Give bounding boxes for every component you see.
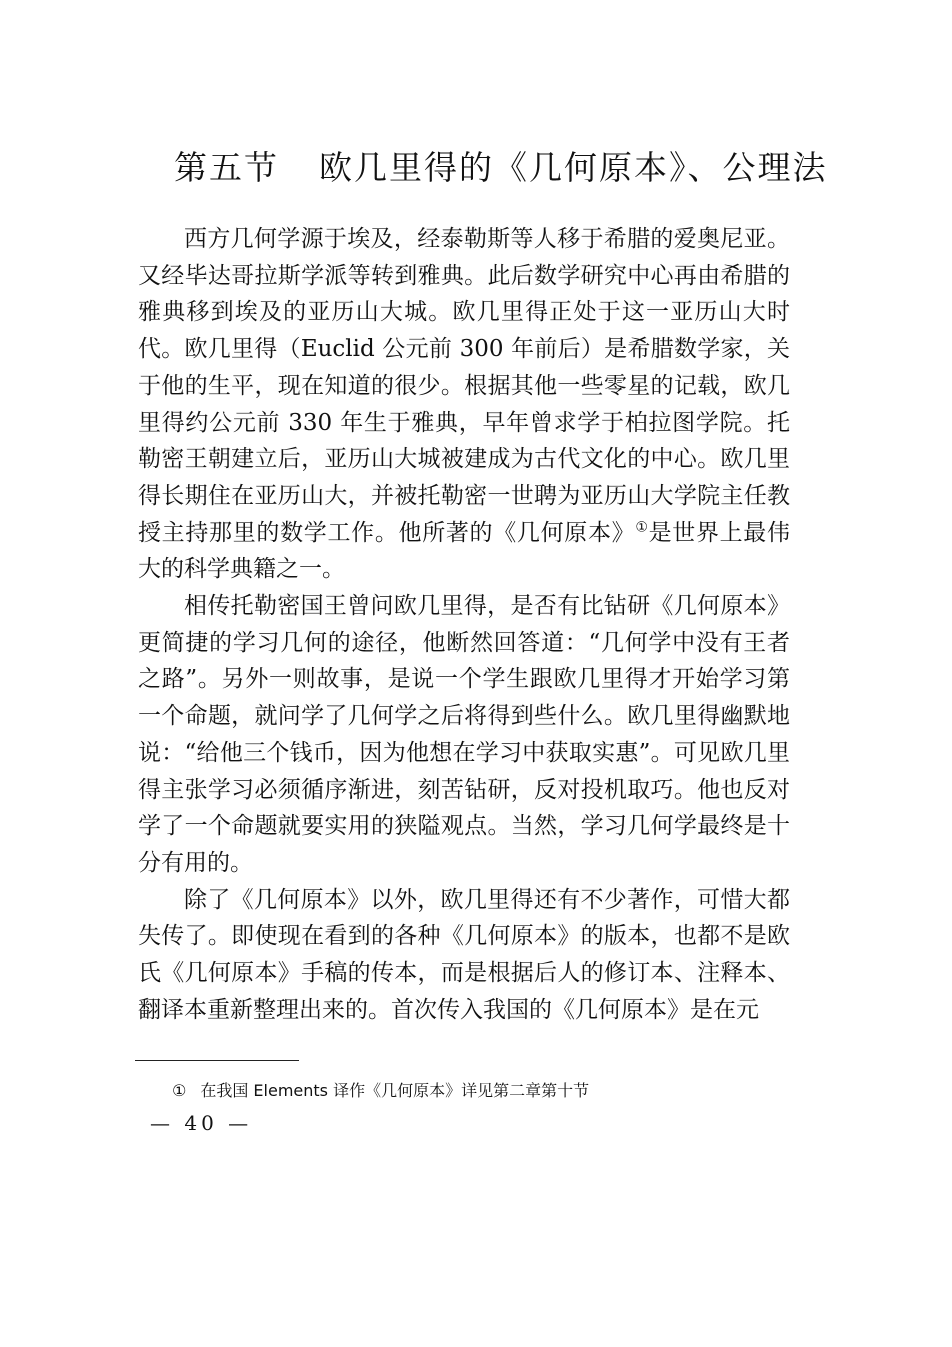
paragraph-3: 除了《几何原本》以外，欧几里得还有不少著作，可惜大都失传了。即使现在看到的各种《几何原本》的版本，也都不是欧氏《几何原本》手稿的传本，而是根据后人的修订本、注释本、翻译本重新整理出来的。首次传入我国的《几何原本》是在元 (138, 886, 790, 1023)
paragraph-1-text: 西方几何学源于埃及，经泰勒斯等人移于希腊的爱奥尼亚。又经毕达哥拉斯学派等转到雅典。此后数学研究中心再由希腊的雅典移到埃及的亚历山大城。欧几里得正处于这一亚历山大时代。欧几里得（Euclid 公元前 300 年前后）是希腊数学家，关于他的生平，现在知道的很少。根据其他一些零星的记载，欧几里得约公元前 330 年生于雅典，早年曾求学于柏拉图学院。托勒密王朝建立后，亚历山大城被建成为古代文化的中心。欧几里得长期住在亚历山大，并被托勒密一世聘为亚历山大学院主任教授主持那里的数学工作。他所著的《几何原本》 (138, 226, 790, 546)
paragraph-2: 相传托勒密国王曾问欧几里得，是否有比钻研《几何原本》更简捷的学习几何的途径，他断然回答道：“几何学中没有王者之路”。另外一则故事，是说一个学生跟欧几里得才开始学习第一个命题，就问学了几何学之后将得到些什么。欧几里得幽默地说：“给他三个钱币，因为他想在学习中获取实惠”。可见欧几里得主张学习必须循序渐进，刻苦钻研，反对投机取巧。他也反对学了一个命题就要实用的狭隘观点。当然，学习几何学最终是十分有用的。 (138, 593, 790, 876)
footnote-reference-mark: ① (635, 518, 649, 535)
footnote-text: 在我国 Elements 译作《几何原本》详见第二章第十节 (200, 1081, 590, 1100)
section-title (174, 142, 828, 189)
paragraph-1 (138, 221, 790, 588)
body-text (138, 221, 790, 1028)
section-heading-text: 欧几里得的《几何原本》、公理法 (319, 148, 828, 187)
paragraph-1-text-end: 是世界上最伟大的科学典籍之一。 (138, 519, 790, 583)
footnote (172, 1078, 589, 1101)
page-number: — 40 — (150, 1111, 253, 1135)
footnote-divider (135, 1060, 299, 1061)
section-number: 第五节 (174, 148, 279, 187)
footnote-number: ① (172, 1081, 187, 1100)
